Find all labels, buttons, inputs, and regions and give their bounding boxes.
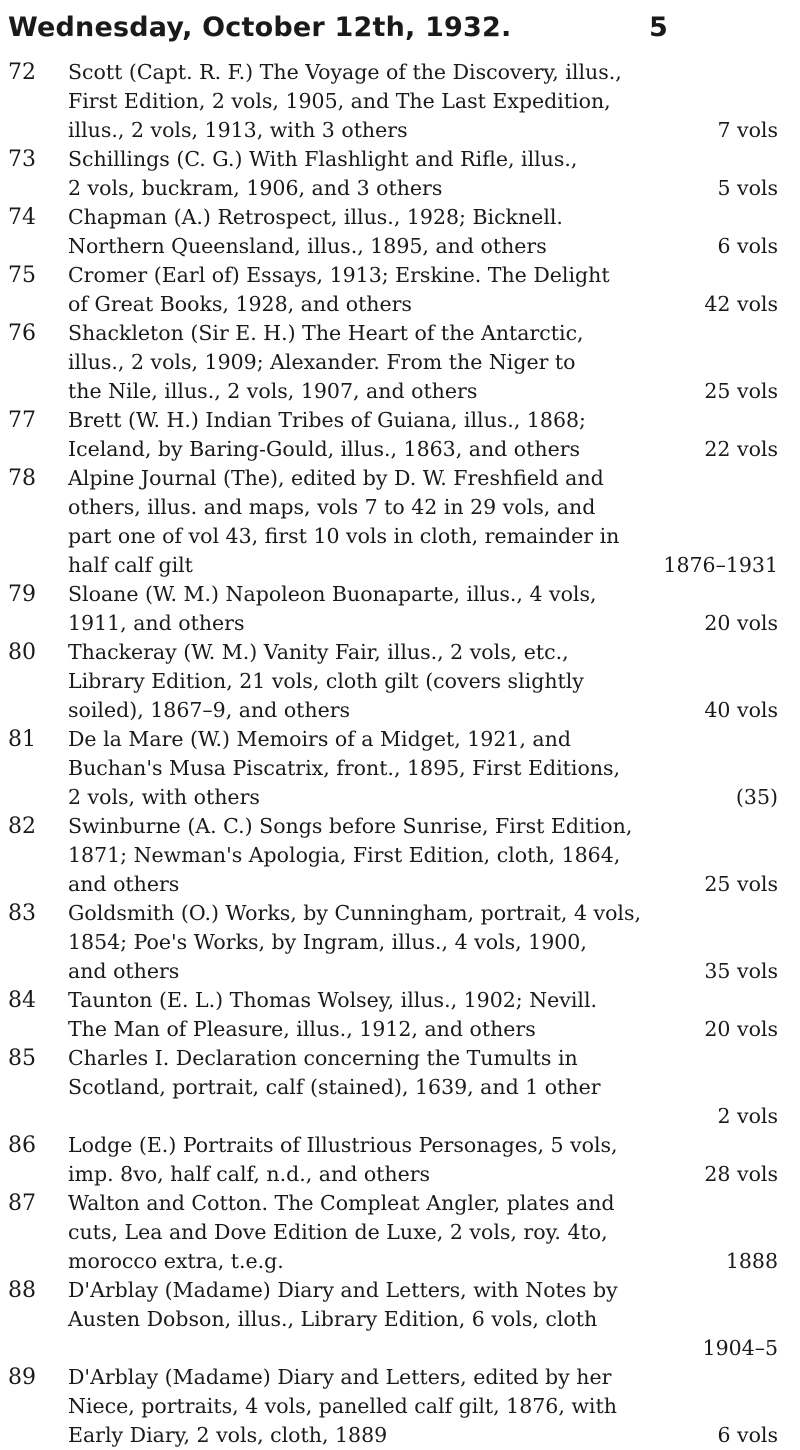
lot-description-line: Scotland, portrait, calf (stained), 1639, and 1 other [68,1075,601,1099]
lot-description-line: half calf gilt [68,553,193,577]
lot-description-line: Thackeray (W. M.) Vanity Fair, illus., 2 vols, etc., [68,640,569,664]
lot-number: 89 [8,1365,36,1390]
catalogue-lot [8,319,778,406]
lot-description-line: others, illus. and maps, vols 7 to 42 in 29 vols, and [68,495,596,519]
catalogue-lot [8,812,778,899]
lot-description-line: Niece, portraits, 4 vols, panelled calf gilt, 1876, with [68,1394,617,1418]
catalogue-lots [8,58,778,1450]
lot-quantity: 2 vols [717,1104,778,1128]
lot-quantity: 6 vols [717,1423,778,1447]
lot-quantity: 1888 [725,1249,778,1273]
lot-description-line: and others [68,959,180,983]
lot-description-line: Austen Dobson, illus., Library Edition, 6 vols, cloth [68,1307,598,1331]
lot-number: 76 [8,321,36,346]
sale-date-title: Wednesday, October 12th, 1932. [8,12,512,43]
lot-number: 80 [8,640,36,665]
lot-description-line: Goldsmith (O.) Works, by Cunningham, portrait, 4 vols, [68,901,642,925]
page-header [8,12,668,43]
lot-description-line: soiled), 1867–9, and others [68,698,351,722]
lot-quantity: (35) [735,785,778,809]
catalogue-lot [8,203,778,261]
catalogue-lot [8,725,778,812]
lot-description-line: Chapman (A.) Retrospect, illus., 1928; Bicknell. [68,205,563,229]
lot-description-line: illus., 2 vols, 1909; Alexander. From the Niger to [68,350,576,374]
page-number: 5 [649,12,668,43]
lot-description-line: Sloane (W. M.) Napoleon Buonaparte, illus., 4 vols, [68,582,597,606]
lot-description-line: imp. 8vo, half calf, n.d., and others [68,1162,431,1186]
lot-quantity: 25 vols [704,872,778,896]
lot-quantity: 5 vols [717,176,778,200]
lot-quantity: 1876–1931 [663,553,778,577]
lot-quantity: 1904–5 [702,1336,778,1360]
lot-description-line: De la Mare (W.) Memoirs of a Midget, 1921, and [68,727,571,751]
lot-quantity: 35 vols [704,959,778,983]
lot-number: 77 [8,408,36,433]
lot-number: 88 [8,1278,36,1303]
lot-description-line: and others [68,872,180,896]
lot-number: 73 [8,147,36,172]
catalogue-lot [8,1131,778,1189]
lot-description-line: D'Arblay (Madame) Diary and Letters, with Notes by [68,1278,618,1302]
lot-description-line: 2 vols, with others [68,785,260,809]
catalogue-lot [8,58,778,145]
lot-description-line: 1871; Newman's Apologia, First Edition, cloth, 1864, [68,843,621,867]
lot-description-line: Lodge (E.) Portraits of Illustrious Personages, 5 vols, [68,1133,618,1157]
lot-quantity: 40 vols [704,698,778,722]
catalogue-lot [8,464,778,580]
lot-description-line: illus., 2 vols, 1913, with 3 others [68,118,408,142]
lot-quantity: 22 vols [704,437,778,461]
lot-description-line: Schillings (C. G.) With Flashlight and Rifle, illus., [68,147,578,171]
catalogue-lot [8,1276,778,1363]
catalogue-lot [8,261,778,319]
lot-description-line: Buchan's Musa Piscatrix, front., 1895, First Editions, [68,756,621,780]
lot-quantity: 28 vols [704,1162,778,1186]
lot-description-line: 2 vols, buckram, 1906, and 3 others [68,176,443,200]
lot-number: 83 [8,901,36,926]
lot-description-line: Scott (Capt. R. F.) The Voyage of the Discovery, illus., [68,60,622,84]
lot-quantity: 7 vols [717,118,778,142]
lot-description-line: Swinburne (A. C.) Songs before Sunrise, First Edition, [68,814,633,838]
lot-description-line: Cromer (Earl of) Essays, 1913; Erskine. The Delight [68,263,610,287]
lot-description-line: Taunton (E. L.) Thomas Wolsey, illus., 1902; Nevill. [68,988,598,1012]
lot-description-line: D'Arblay (Madame) Diary and Letters, edited by her [68,1365,612,1389]
catalogue-lot [8,1363,778,1450]
lot-description-line: The Man of Pleasure, illus., 1912, and others [68,1017,536,1041]
lot-number: 81 [8,727,36,752]
catalogue-lot [8,899,778,986]
lot-quantity: 20 vols [704,1017,778,1041]
lot-number: 82 [8,814,36,839]
lot-description-line: 1854; Poe's Works, by Ingram, illus., 4 vols, 1900, [68,930,587,954]
lot-description-line: Shackleton (Sir E. H.) The Heart of the Antarctic, [68,321,584,345]
catalogue-lot [8,1044,778,1131]
catalogue-lot [8,145,778,203]
lot-number: 74 [8,205,36,230]
lot-number: 72 [8,60,36,85]
lot-quantity: 6 vols [717,234,778,258]
lot-number: 75 [8,263,36,288]
lot-quantity: 42 vols [704,292,778,316]
lot-description-line: cuts, Lea and Dove Edition de Luxe, 2 vols, roy. 4to, [68,1220,608,1244]
lot-description-line: Charles I. Declaration concerning the Tumults in [68,1046,578,1070]
catalogue-lot [8,1189,778,1276]
lot-number: 85 [8,1046,36,1071]
lot-number: 87 [8,1191,36,1216]
lot-description-line: Early Diary, 2 vols, cloth, 1889 [68,1423,388,1447]
lot-description-line: Library Edition, 21 vols, cloth gilt (covers slightly [68,669,584,693]
lot-description-line: Alpine Journal (The), edited by D. W. Freshfield and [68,466,604,490]
lot-number: 79 [8,582,36,607]
lot-number: 78 [8,466,36,491]
catalogue-lot [8,638,778,725]
lot-description-line: the Nile, illus., 2 vols, 1907, and others [68,379,478,403]
lot-description-line: Walton and Cotton. The Compleat Angler, plates and [68,1191,615,1215]
lot-number: 86 [8,1133,36,1158]
lot-description-line: Iceland, by Baring-Gould, illus., 1863, and others [68,437,581,461]
catalogue-lot [8,406,778,464]
lot-description-line: of Great Books, 1928, and others [68,292,412,316]
catalogue-lot [8,986,778,1044]
catalogue-lot [8,580,778,638]
lot-description-line: Brett (W. H.) Indian Tribes of Guiana, illus., 1868; [68,408,586,432]
lot-description-line: morocco extra, t.e.g. [68,1249,284,1273]
lot-quantity: 20 vols [704,611,778,635]
lot-number: 84 [8,988,36,1013]
lot-description-line: 1911, and others [68,611,245,635]
lot-quantity: 25 vols [704,379,778,403]
lot-description-line: Northern Queensland, illus., 1895, and others [68,234,547,258]
lot-description-line: part one of vol 43, first 10 vols in cloth, remainder in [68,524,620,548]
lot-description-line: First Edition, 2 vols, 1905, and The Last Expedition, [68,89,611,113]
